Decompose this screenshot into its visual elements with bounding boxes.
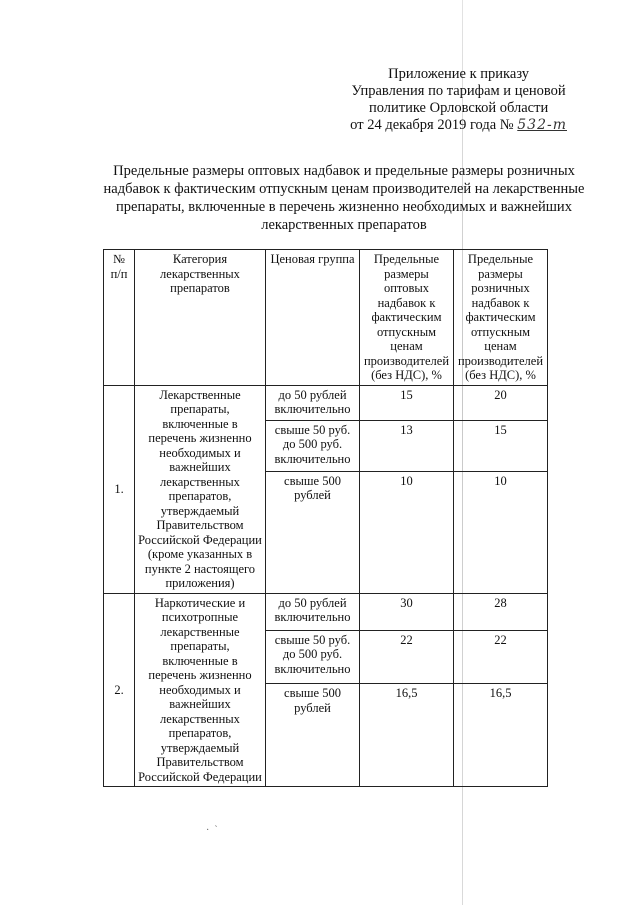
table-row (104, 385, 548, 420)
section-category: Лекарственные препараты, включенные в перечень жизненно необходимых и важнейших лекарственных препаратов, утверждаемый Правительством Российской Федерации (кроме указанных в пункте 2 настоящего приложения) (135, 385, 266, 593)
header-line: политике Орловской области (368, 100, 549, 116)
price-group-cell: свыше 50 руб. до 500 руб. включительно (266, 420, 360, 471)
price-group-cell: до 50 рублей включительно (266, 593, 360, 630)
order-number: 532-т (517, 117, 567, 133)
markup-table (103, 249, 548, 787)
price-group-cell: свыше 500 рублей (266, 684, 360, 787)
retail-cell: 15 (454, 420, 548, 471)
price-group-cell: до 50 рублей включительно (266, 385, 360, 420)
wholesale-cell: 15 (360, 385, 454, 420)
price-group-cell: свыше 500 рублей (266, 471, 360, 593)
retail-cell: 10 (454, 471, 548, 593)
section-number: 2. (104, 593, 135, 787)
wholesale-cell: 13 (360, 420, 454, 471)
price-group-cell: свыше 50 руб. до 500 руб. включительно (266, 630, 360, 683)
retail-cell: 20 (454, 385, 548, 420)
table-header-row (104, 250, 548, 386)
header-line: Приложение к приказу (388, 66, 529, 82)
header-line: Управления по тарифам и ценовой (351, 83, 566, 99)
scan-mark: · ` (206, 825, 218, 836)
wholesale-cell: 16,5 (360, 684, 454, 787)
wholesale-cell: 30 (360, 593, 454, 630)
table-row (104, 593, 548, 630)
retail-cell: 22 (454, 630, 548, 683)
retail-cell: 28 (454, 593, 548, 630)
wholesale-cell: 22 (360, 630, 454, 683)
header-date-line (350, 117, 567, 134)
col-header-number: № п/п (104, 250, 135, 386)
col-header-wholesale: Предельные размеры оптовых надбавок к фактическим отпускным ценам производителей (без НДС), % (360, 250, 454, 386)
header-date: от 24 декабря 2019 года № (350, 117, 514, 133)
col-header-price-group: Ценовая группа (266, 250, 360, 386)
retail-cell: 16,5 (454, 684, 548, 787)
col-header-retail: Предельные размеры розничных надбавок к фактическим отпускным ценам производителей (без НДС), % (454, 250, 548, 386)
col-header-category: Категория лекарственных препаратов (135, 250, 266, 386)
section-number: 1. (104, 385, 135, 593)
document-title: Предельные размеры оптовых надбавок и предельные размеры розничных надбавок к фактическим отпускным ценам производителей на лекарственные препараты, включенные в перечень жизненно необходимых и важнейших лекарственных препаратов (103, 163, 585, 233)
section-category: Наркотические и психотропные лекарственные препараты, включенные в перечень жизненно необходимых и важнейших лекарственных препаратов, утверждаемый Правительством Российской Федерации (135, 593, 266, 787)
wholesale-cell: 10 (360, 471, 454, 593)
appendix-header (350, 66, 567, 134)
